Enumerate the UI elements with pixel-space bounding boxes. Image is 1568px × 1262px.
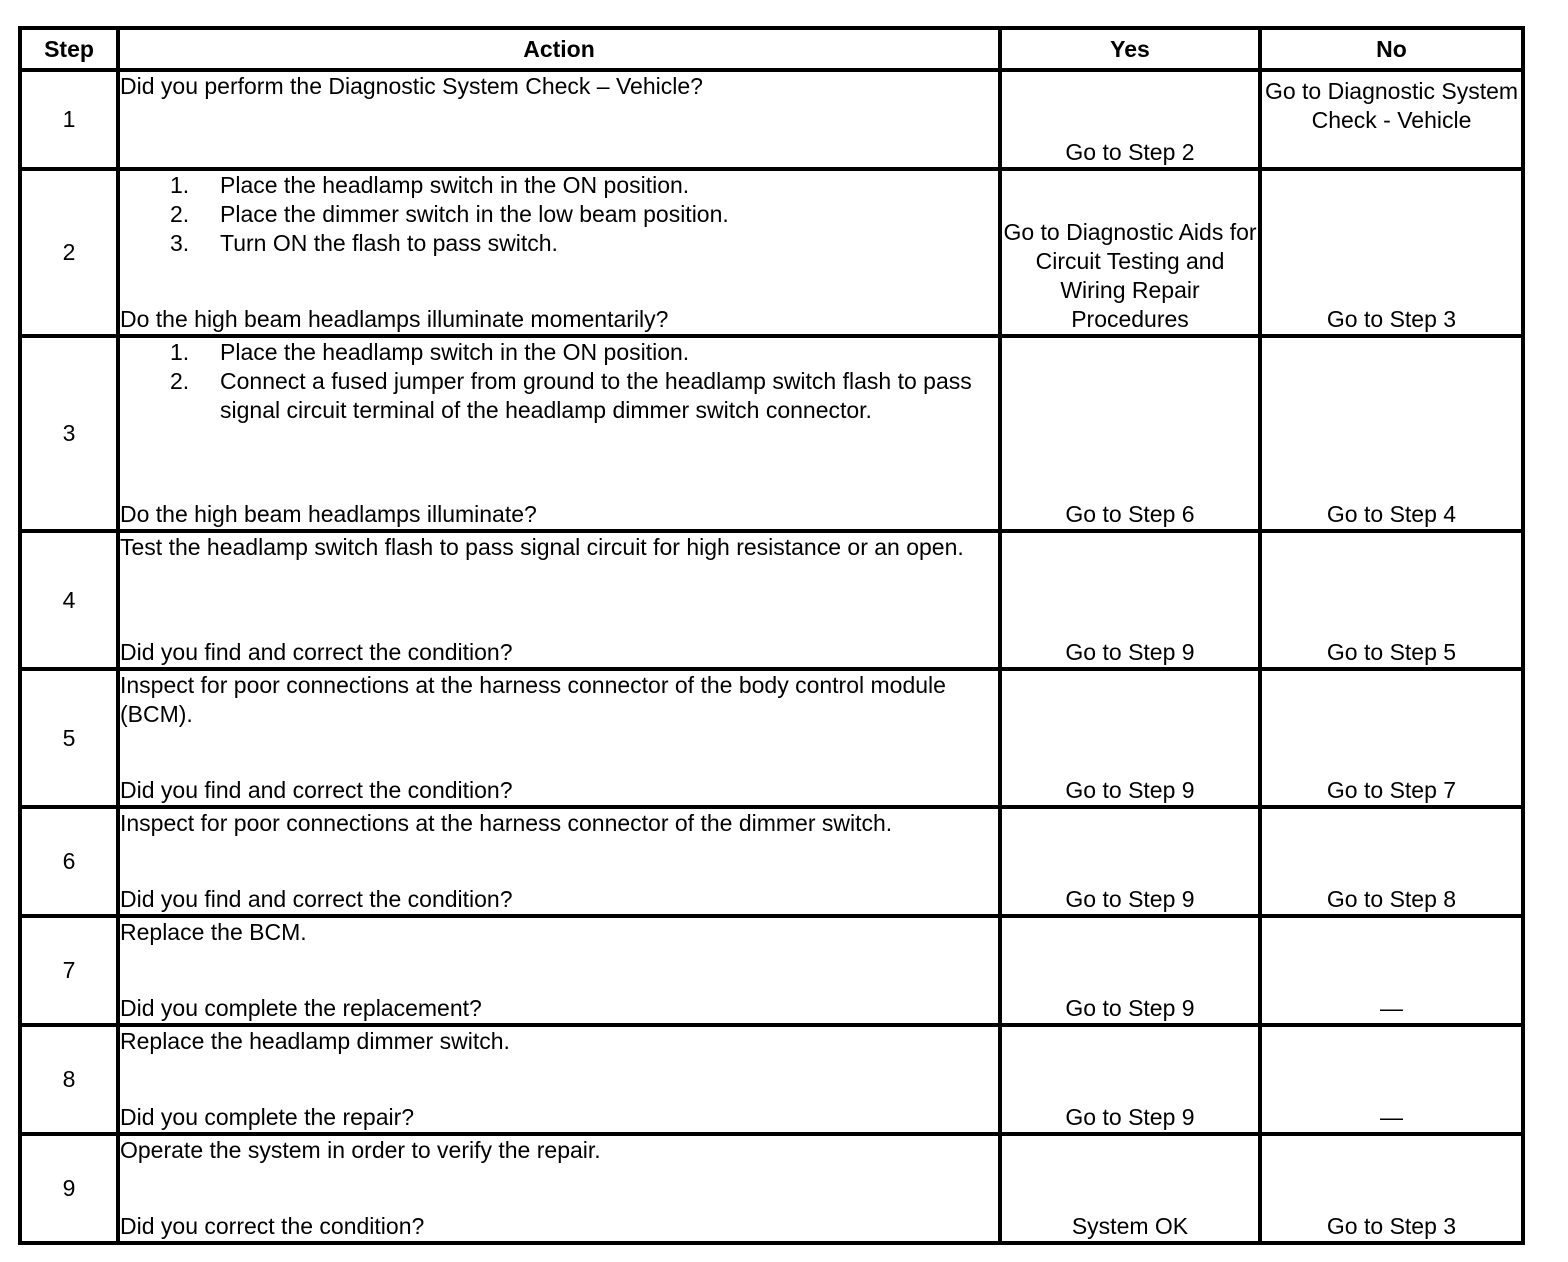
substep-text: Place the dimmer switch in the low beam position. [220, 201, 729, 227]
no-result: Go to Diagnostic System Check - Vehicle [1260, 70, 1523, 169]
yes-result: Go to Step 9 [1000, 916, 1260, 1025]
yes-result: Go to Step 9 [1000, 807, 1260, 916]
substep-text: Turn ON the flash to pass switch. [220, 230, 558, 256]
substep-number: 1. [170, 172, 190, 198]
substep-number: 1. [170, 339, 190, 365]
header-row [20, 28, 1523, 70]
action-cell [118, 531, 1000, 669]
no-result: Go to Step 8 [1260, 807, 1523, 916]
action-question: Did you correct the condition? [120, 1213, 425, 1239]
action-instruction: Test the headlamp switch flash to pass signal circuit for high resistance or an open. [120, 534, 964, 560]
step-number: 8 [20, 1025, 118, 1134]
step-number: 3 [20, 336, 118, 531]
header-step: Step [20, 28, 118, 70]
yes-result: Go to Step 9 [1000, 531, 1260, 669]
substep-number: 2. [170, 201, 190, 227]
step-number: 7 [20, 916, 118, 1025]
step-number: 5 [20, 669, 118, 807]
action-question: Did you find and correct the condition? [120, 639, 513, 665]
action-cell [118, 807, 1000, 916]
no-result: Go to Step 7 [1260, 669, 1523, 807]
substep [170, 229, 998, 258]
action-instruction: Replace the headlamp dimmer switch. [120, 1028, 510, 1054]
action-question: Did you complete the repair? [120, 1104, 415, 1130]
action-cell [118, 1025, 1000, 1134]
substep [170, 367, 998, 425]
table-row [20, 336, 1523, 531]
substep-text: Place the headlamp switch in the ON position. [220, 339, 690, 365]
table-row [20, 531, 1523, 669]
yes-result: Go to Step 9 [1000, 669, 1260, 807]
substep [170, 171, 998, 200]
yes-result: Go to Step 6 [1000, 336, 1260, 531]
substep-list [120, 338, 998, 425]
table-row [20, 807, 1523, 916]
header-no: No [1260, 28, 1523, 70]
table-row [20, 1134, 1523, 1243]
no-result: Go to Step 5 [1260, 531, 1523, 669]
substep [170, 338, 998, 367]
action-cell [118, 169, 1000, 336]
action-cell [118, 916, 1000, 1025]
substep-text: Connect a fused jumper from ground to the headlamp switch flash to pass signal circuit terminal of the headlamp dimmer switch connector. [220, 368, 972, 423]
action-instruction: Operate the system in order to verify the repair. [120, 1137, 601, 1163]
action-question: Do the high beam headlamps illuminate? [120, 501, 537, 527]
diagnostic-table [18, 26, 1525, 1245]
no-result: Go to Step 4 [1260, 336, 1523, 531]
step-number: 2 [20, 169, 118, 336]
step-number: 4 [20, 531, 118, 669]
action-question: Do the high beam headlamps illuminate momentarily? [120, 306, 669, 332]
yes-result: Go to Diagnostic Aids for Circuit Testing and Wiring Repair Procedures [1000, 169, 1260, 336]
action-cell [118, 336, 1000, 531]
table-row [20, 70, 1523, 169]
substep-list [120, 171, 998, 258]
action-cell [118, 70, 1000, 169]
header-action: Action [118, 28, 1000, 70]
substep-number: 3. [170, 230, 190, 256]
substep-text: Place the headlamp switch in the ON position. [220, 172, 690, 198]
no-result: — [1260, 1025, 1523, 1134]
yes-result: Go to Step 9 [1000, 1025, 1260, 1134]
action-instruction: Did you perform the Diagnostic System Check – Vehicle? [120, 73, 703, 99]
step-number: 9 [20, 1134, 118, 1243]
substep-number: 2. [170, 368, 190, 394]
yes-result: System OK [1000, 1134, 1260, 1243]
action-cell [118, 669, 1000, 807]
action-question: Did you find and correct the condition? [120, 777, 513, 803]
table-row [20, 169, 1523, 336]
header-yes: Yes [1000, 28, 1260, 70]
action-question: Did you find and correct the condition? [120, 886, 513, 912]
action-question: Did you complete the replacement? [120, 995, 482, 1021]
step-number: 6 [20, 807, 118, 916]
table-row [20, 1025, 1523, 1134]
table-row [20, 669, 1523, 807]
no-result: Go to Step 3 [1260, 1134, 1523, 1243]
table-row [20, 916, 1523, 1025]
action-instruction: Replace the BCM. [120, 919, 307, 945]
action-instruction: Inspect for poor connections at the harness connector of the body control module (BCM). [120, 672, 946, 727]
no-result: Go to Step 3 [1260, 169, 1523, 336]
action-instruction: Inspect for poor connections at the harness connector of the dimmer switch. [120, 810, 893, 836]
no-result: — [1260, 916, 1523, 1025]
substep [170, 200, 998, 229]
action-cell [118, 1134, 1000, 1243]
step-number: 1 [20, 70, 118, 169]
yes-result: Go to Step 2 [1000, 70, 1260, 169]
